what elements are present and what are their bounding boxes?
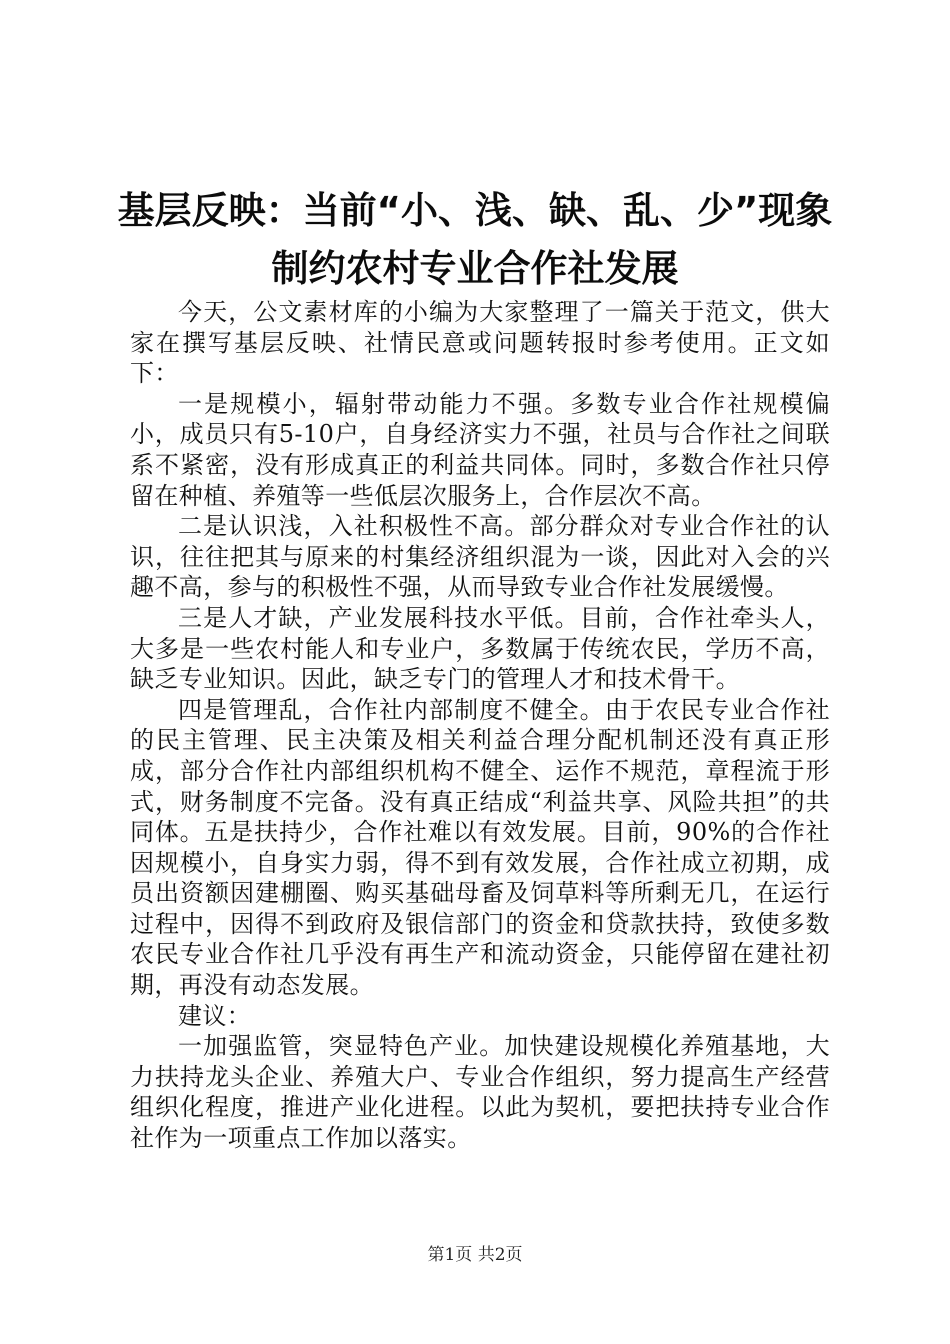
document-title-line-1: 基层反映：当前“小、浅、缺、乱、少”现象 xyxy=(117,189,833,232)
document-title-line-2: 制约农村专业合作社发展 xyxy=(271,247,679,290)
paragraph-suggestion-heading: 建议： xyxy=(178,1001,252,1030)
paragraph-point-4: 四是管理乱，合作社内部制度不健全。由于农民专业合作社的民主管理、民主决策及相关利益合理分配机制还没有真正形成，部分合作社内部组织机构不健全、运作不规范，章程流于形式，财务制度不完备。没有真正结成“利益共享、风险共担”的共同体。五是扶持少，合作社难以有效发展。目前，90%的合作社因规模小，自身实力弱，得不到有效发展，合作社成立初期，成员出资额因建棚圈、购买基础母畜及饲草料等所剩无几，在运行过程中，因得不到政府及银信部门的资金和贷款扶持，致使多数农民专业合作社几乎没有再生产和流动资金，只能停留在建社初期，再没有动态发展。 xyxy=(130,695,830,1000)
page-number-footer: 第1页 共2页 xyxy=(427,1245,523,1265)
paragraph-suggestion-1: 一加强监管，突显特色产业。加快建设规模化养殖基地，大力扶持龙头企业、养殖大户、专业合作组织，努力提高生产经营组织化程度，推进产业化进程。以此为契机，要把扶持专业合作社作为一项重点工作加以落实。 xyxy=(130,1032,830,1153)
document-body xyxy=(130,297,830,1154)
paragraph-point-2: 二是认识浅，入社积极性不高。部分群众对专业合作社的认识，往往把其与原来的村集经济组织混为一谈，因此对入会的兴趣不高，参与的积极性不强，从而导致专业合作社发展缓慢。 xyxy=(130,512,830,602)
paragraph-point-3: 三是人才缺，产业发展科技水平低。目前，合作社牵头人，大多是一些农村能人和专业户，多数属于传统农民，学历不高，缺乏专业知识。因此，缺乏专门的管理人才和技术骨干。 xyxy=(130,603,830,694)
paragraph-intro: 今天，公文素材库的小编为大家整理了一篇关于范文，供大家在撰写基层反映、社情民意或问题转报时参考使用。正文如下： xyxy=(130,298,830,388)
paragraph-point-1: 一是规模小，辐射带动能力不强。多数专业合作社规模偏小，成员只有5-10户，自身经济实力不强，社员与合作社之间联系不紧密，没有形成真正的利益共同体。同时，多数合作社只停留在种植、养殖等一些低层次服务上，合作层次不高。 xyxy=(130,389,830,510)
